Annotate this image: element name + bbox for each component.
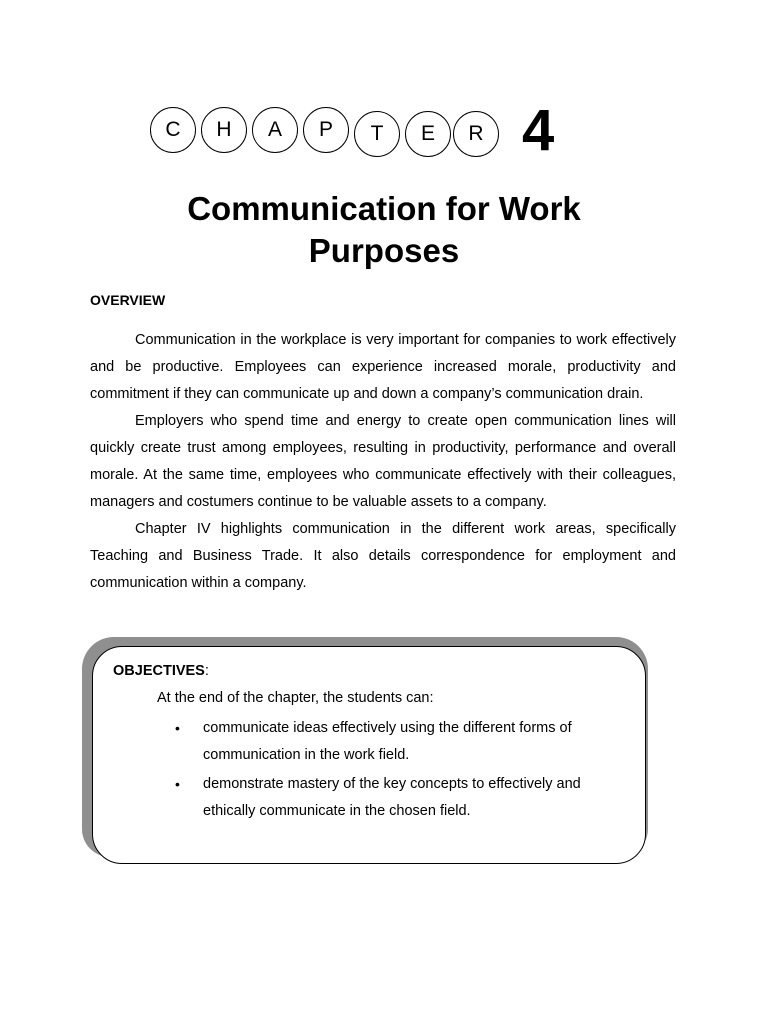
objectives-box — [92, 646, 646, 864]
chapter-letter-h: H — [201, 107, 247, 153]
bullet-icon: • — [175, 776, 180, 792]
objectives-heading — [113, 663, 209, 679]
chapter-letter-e: E — [405, 111, 451, 157]
chapter-heading — [150, 98, 570, 163]
objective-item-text: communicate ideas effectively using the different forms of communication in the work field. — [203, 720, 572, 763]
objectives-list — [157, 715, 597, 827]
overview-body — [90, 327, 676, 597]
objectives-intro: At the end of the chapter, the students can: — [157, 690, 434, 706]
objectives-heading-label: OBJECTIVES — [113, 663, 205, 679]
objective-item — [157, 771, 597, 825]
overview-paragraph-3: Chapter IV highlights communication in the different work areas, specifically Teaching and Business Trade. It also details correspondence for employment and communication within a company. — [90, 521, 676, 591]
page-title — [0, 188, 768, 272]
chapter-letter-t: T — [354, 111, 400, 157]
chapter-letter-c: C — [150, 107, 196, 153]
page-title-line-1: Communication for Work — [187, 190, 581, 227]
overview-paragraph-1: Communication in the workplace is very important for companies to work effectively and be productive. Employees can experience increased morale, productivity and commitment if they can communicate up and down a company’s communication drain. — [90, 332, 676, 402]
page-title-line-2: Purposes — [308, 232, 460, 269]
chapter-number: 4 — [522, 98, 555, 163]
objective-item-text: demonstrate mastery of the key concepts to effectively and ethically communicate in the chosen field. — [203, 776, 581, 819]
chapter-letter-p: P — [303, 107, 349, 153]
overview-heading: OVERVIEW — [90, 292, 166, 308]
overview-paragraph-2: Employers who spend time and energy to create open communication lines will quickly create trust among employees, resulting in productivity, performance and overall morale. At the same time, employees who communicate effectively with their colleagues, managers and costumers continue to be valuable assets to a company. — [90, 413, 676, 510]
chapter-letter-a: A — [252, 107, 298, 153]
objective-item — [157, 715, 597, 769]
chapter-letter-r: R — [453, 111, 499, 157]
objectives-heading-colon: : — [204, 663, 209, 679]
bullet-icon: • — [175, 720, 180, 736]
